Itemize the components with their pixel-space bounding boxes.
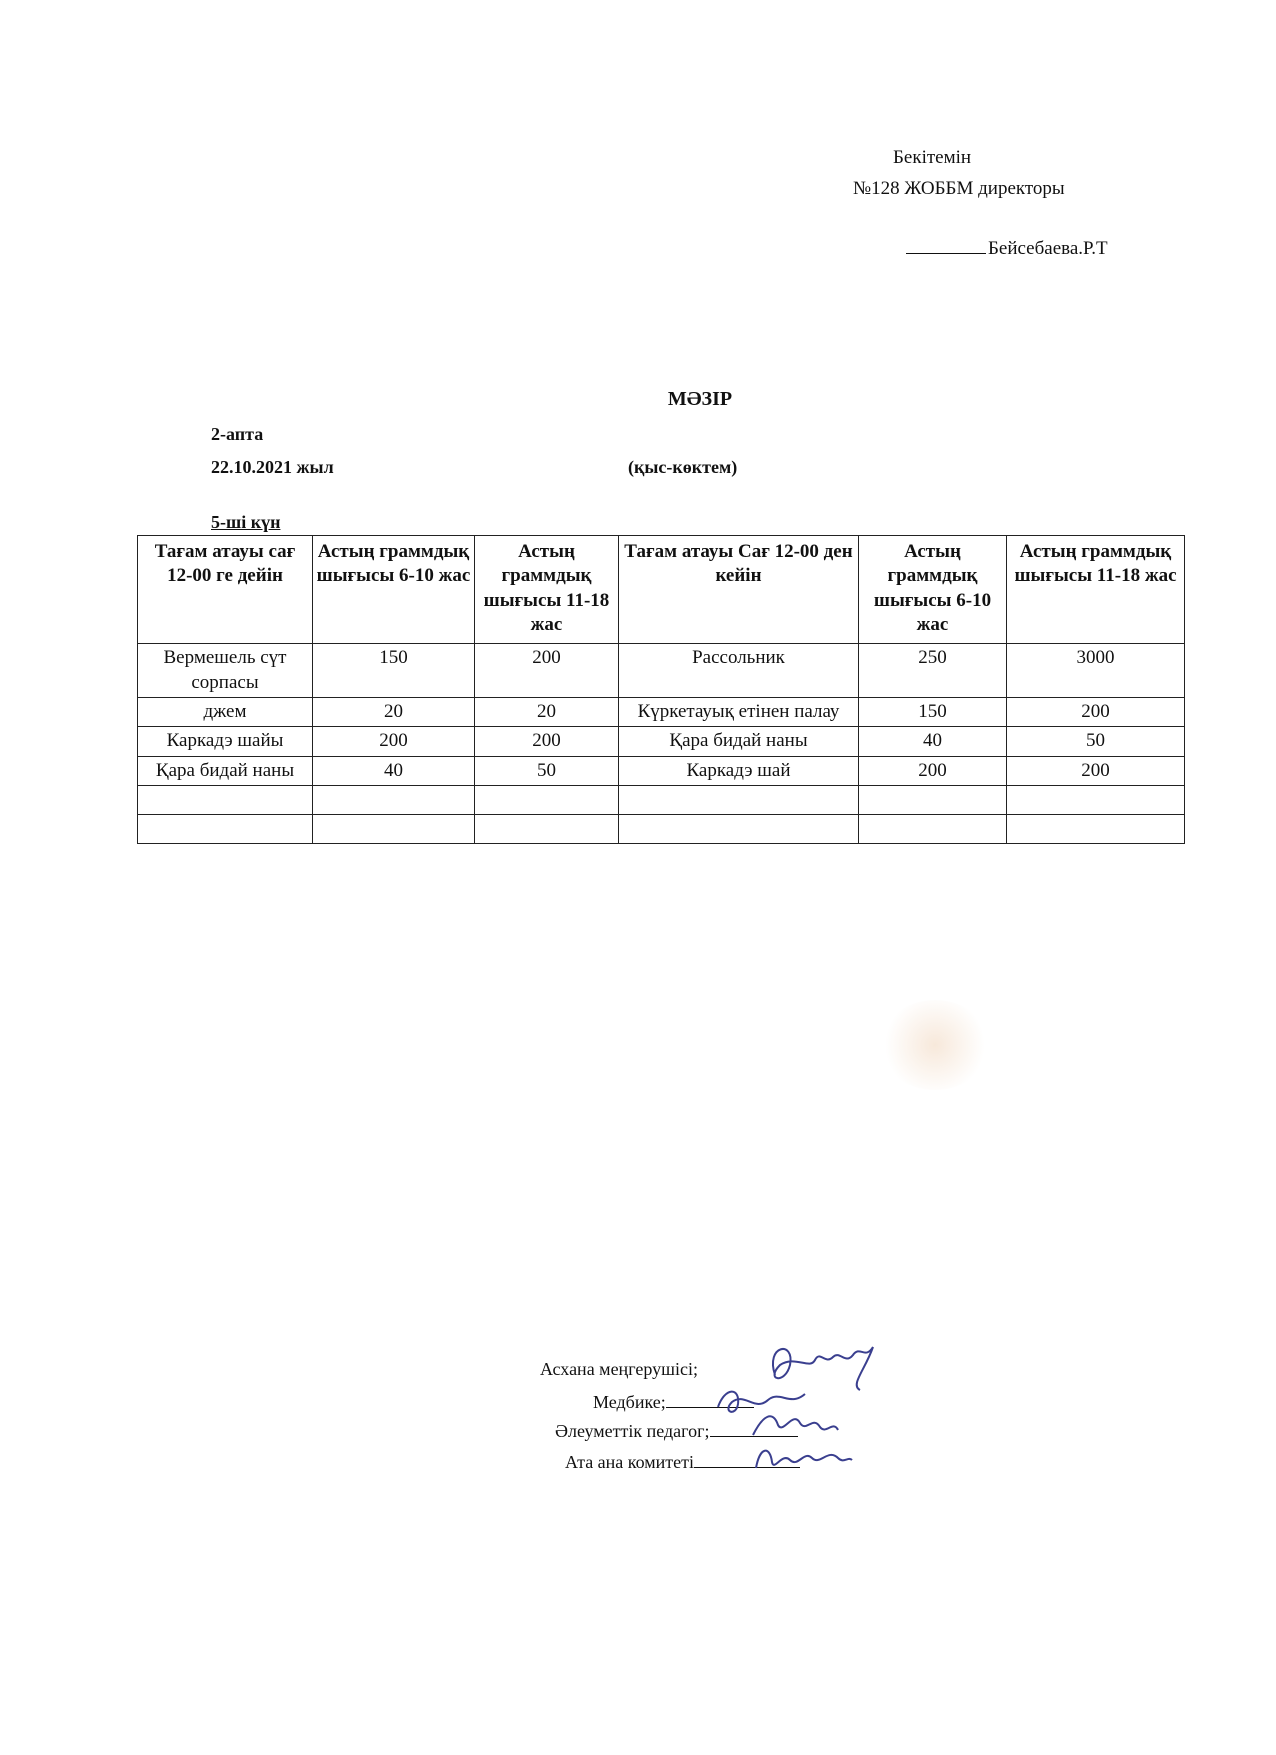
table-row (138, 644, 1185, 698)
approval-heading: Бекітемін (893, 147, 972, 168)
table-cell: Күркетауық етінен палау (619, 697, 859, 726)
day-label: 5-ші күн (211, 512, 281, 532)
date-label: 22.10.2021 жыл (211, 457, 334, 477)
table-cell (138, 814, 313, 843)
table-cell (1007, 814, 1185, 843)
table-cell (475, 785, 619, 814)
table-cell (619, 814, 859, 843)
season-label: (қыс-көктем) (628, 457, 738, 477)
signature-social-label: Әлеуметтік педагог; (555, 1421, 710, 1441)
table-cell: 200 (475, 644, 619, 698)
table-header-row (138, 536, 1185, 644)
table-cell: джем (138, 697, 313, 726)
table-cell (859, 785, 1007, 814)
table-cell (475, 814, 619, 843)
table-row (138, 756, 1185, 785)
header-grams-11-18-afternoon: Астың граммдық шығысы 11-18 жас (1007, 536, 1185, 644)
table-cell: 200 (859, 756, 1007, 785)
table-cell (859, 814, 1007, 843)
table-cell (138, 785, 313, 814)
table-cell (313, 814, 475, 843)
table-row-empty (138, 785, 1185, 814)
signature-nurse-label: Медбике; (593, 1392, 666, 1412)
header-grams-6-10-afternoon: Астың граммдық шығысы 6-10 жас (859, 536, 1007, 644)
document-title: МӘЗІР (667, 388, 733, 410)
signature-kitchen-manager (540, 1357, 698, 1381)
table-cell (619, 785, 859, 814)
approval-signer-name: Бейсебаева.Р.Т (988, 238, 1108, 259)
signature-kitchen-label: Асхана меңгерушісі; (540, 1359, 698, 1379)
table-cell: 200 (1007, 697, 1185, 726)
table-cell: 150 (313, 644, 475, 698)
table-cell: 20 (313, 697, 475, 726)
header-grams-11-18-morning: Астың граммдық шығысы 11-18 жас (475, 536, 619, 644)
table-cell: 200 (1007, 756, 1185, 785)
table-cell: Вермешель сүт сорпасы (138, 644, 313, 698)
table-cell: 40 (859, 727, 1007, 756)
table-cell: 40 (313, 756, 475, 785)
header-grams-6-10-morning: Астың граммдық шығысы 6-10 жас (313, 536, 475, 644)
header-dish-before-noon: Тағам атауы сағ 12-00 ге дейін (138, 536, 313, 644)
menu-table (137, 535, 1185, 844)
table-cell: Каркадэ шай (619, 756, 859, 785)
table-cell: 200 (475, 727, 619, 756)
table-row-empty (138, 814, 1185, 843)
table-cell: 20 (475, 697, 619, 726)
handwritten-signature-parents (748, 1438, 858, 1478)
table-cell (1007, 785, 1185, 814)
table-cell: 50 (475, 756, 619, 785)
table-cell: Қара бидай наны (619, 727, 859, 756)
week-label: 2-апта (211, 424, 264, 444)
table-row (138, 727, 1185, 756)
table-cell: 50 (1007, 727, 1185, 756)
approval-signature-line (906, 253, 986, 254)
table-cell: Қара бидай наны (138, 756, 313, 785)
table-cell: Рассольник (619, 644, 859, 698)
table-cell: 200 (313, 727, 475, 756)
table-cell: 250 (859, 644, 1007, 698)
signature-parents-label: Ата ана комитеті (565, 1452, 695, 1472)
table-row (138, 697, 1185, 726)
table-cell: 3000 (1007, 644, 1185, 698)
header-dish-after-noon: Тағам атауы Сағ 12-00 ден кейін (619, 536, 859, 644)
table-cell: Каркадэ шайы (138, 727, 313, 756)
table-cell: 150 (859, 697, 1007, 726)
approval-position: №128 ЖОББМ директоры (853, 178, 1065, 199)
paper-stain (880, 1000, 990, 1090)
approval-signer (906, 238, 1108, 261)
table-cell (313, 785, 475, 814)
